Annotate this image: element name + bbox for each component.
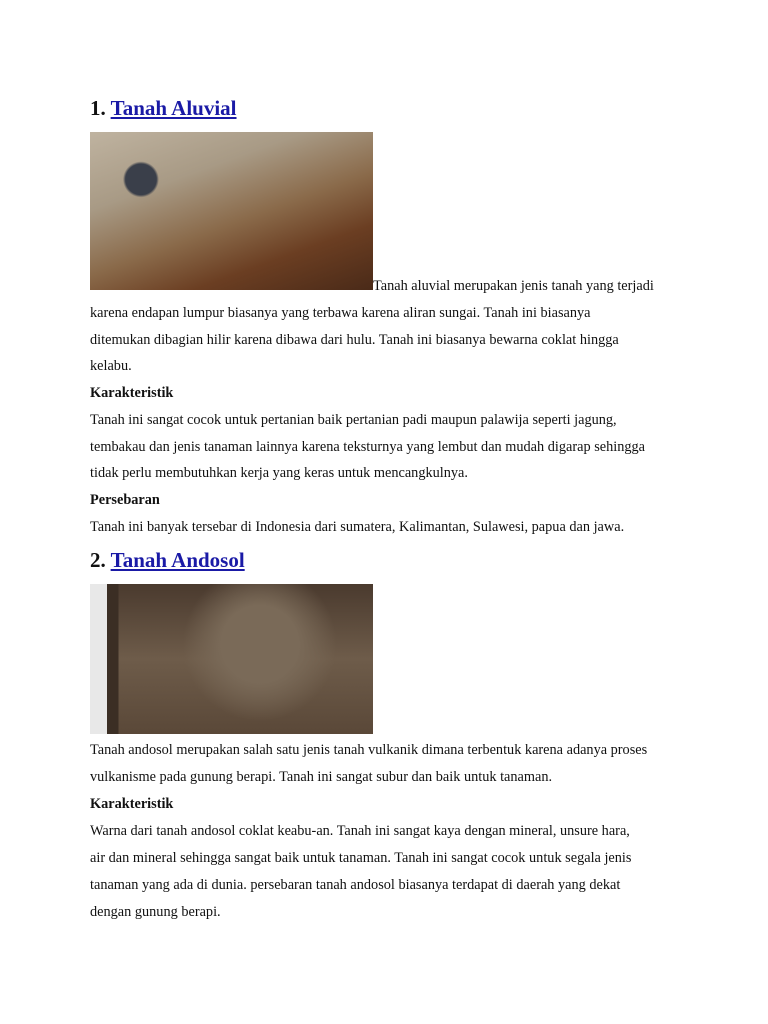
image-tanah-aluvial	[90, 132, 373, 290]
heading-tanah-aluvial	[90, 95, 237, 121]
text-line: ditemukan dibagian hilir karena dibawa dari hulu. Tanah ini biasanya bewarna coklat hingga	[90, 332, 619, 348]
text-line: Tanah aluvial merupakan jenis tanah yang terjadi	[373, 278, 654, 294]
subheading-karakteristik: Karakteristik	[90, 385, 174, 401]
text-line: dengan gunung berapi.	[90, 904, 221, 920]
image-tanah-andosol	[90, 584, 373, 734]
heading-tanah-andosol	[90, 547, 245, 573]
text-line: Tanah andosol merupakan salah satu jenis tanah vulkanik dimana terbentuk karena adanya proses	[90, 742, 648, 758]
text-line: vulkanisme pada gunung berapi. Tanah ini sangat subur dan baik untuk tanaman.	[90, 769, 553, 785]
text-line: Warna dari tanah andosol coklat keabu-an. Tanah ini sangat kaya dengan mineral, unsure hara,	[90, 823, 630, 839]
text-line: Tanah ini sangat cocok untuk pertanian baik pertanian padi maupun palawija seperti jagung,	[90, 412, 617, 428]
text-line: tanaman yang ada di dunia. persebaran tanah andosol biasanya terdapat di daerah yang dekat	[90, 877, 621, 893]
link-tanah-aluvial[interactable]: Tanah Aluvial	[110, 96, 237, 120]
text-line: tembakau dan jenis tanaman lainnya karena teksturnya yang lembut dan mudah digarap sehingga	[90, 439, 646, 455]
subheading-karakteristik: Karakteristik	[90, 796, 174, 812]
heading-number: 1.	[90, 96, 111, 120]
subheading-persebaran: Persebaran	[90, 492, 160, 508]
text-line: tidak perlu membutuhkan kerja yang keras untuk mencangkulnya.	[90, 465, 468, 481]
heading-number: 2.	[90, 548, 111, 572]
link-tanah-andosol[interactable]: Tanah Andosol	[110, 548, 245, 572]
text-line: air dan mineral sehingga sangat baik untuk tanaman. Tanah ini sangat cocok untuk segala jenis	[90, 850, 632, 866]
text-line: karena endapan lumpur biasanya yang terbawa karena aliran sungai. Tanah ini biasanya	[90, 305, 591, 321]
text-line: Tanah ini banyak tersebar di Indonesia dari sumatera, Kalimantan, Sulawesi, papua dan jawa.	[90, 519, 625, 535]
text-line: kelabu.	[90, 358, 132, 374]
